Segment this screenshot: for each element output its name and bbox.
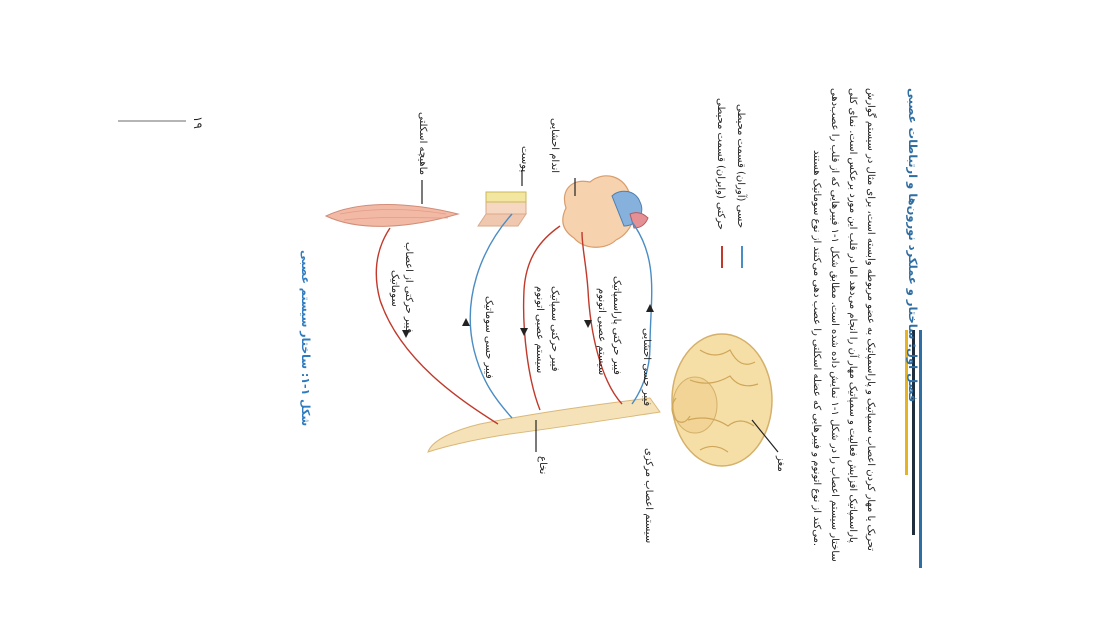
visceral-organ-label: اندام احشایی — [549, 118, 560, 174]
parasympathetic-motor-fiber-label: فیبر حرکتی پاراسمپاتیک — [611, 276, 622, 375]
visceral-sensory-fiber-label: فیبر حسی احشایی — [641, 328, 652, 407]
somatic-motor-fiber-label-line-1: فیبر حرکتی از اعصاب — [403, 242, 414, 334]
legend-sensory-label: حسی (آوران) قسمت محیطی — [735, 104, 746, 229]
parasympathetic-system-label: سیستم عصبی اتونوم — [596, 288, 607, 376]
somatic-motor-fiber-label-line-2: سوماتیک — [389, 270, 400, 307]
brain-label: مغز — [775, 456, 786, 472]
skeletal-muscle-icon — [326, 205, 458, 227]
legend-motor-label: حرکتی (وابران) قسمت محیطی — [715, 98, 726, 230]
skin-label: پوست — [519, 146, 530, 173]
spinal-cord-label: نخاع — [537, 456, 548, 475]
sympathetic-motor-fiber-label: فیبر حرکتی سمپاتیک — [549, 286, 560, 372]
figure-caption: شکل ۱-۱: ساختار سیستم عصبی — [299, 250, 312, 427]
paragraph-line-1: تحریک یا مهار کردن اعصاب سمپاتیک و پاراسمپاتیک به عضو مربوطه وابسته است، برای مثال در سیستم گوارش — [865, 88, 876, 551]
skin-icon — [478, 192, 526, 226]
brain-icon — [672, 334, 772, 466]
somatic-sensory-fiber-label: فیبر حسی سوماتیک — [483, 296, 494, 379]
sympathetic-system-label: سیستم عصبی اتونوم — [534, 286, 545, 374]
spinal-cord-shape — [428, 398, 660, 452]
arrow-visceral-sensory — [646, 304, 654, 312]
skeletal-muscle-label: ماهیچه اسکلتی — [417, 112, 428, 176]
arrow-sympathetic — [520, 328, 528, 336]
paragraph-line-4: می‌کند از نوع اتونوم و فیبرهایی که عضله اسکلتی را عصب دهی می‌کنند از نوع سوماتیک هستند. — [811, 150, 822, 547]
somatic-motor-fiber — [376, 228, 498, 424]
cns-label: سیستم اعصاب مرکزی — [643, 448, 654, 544]
paragraph-line-3: ساختار سیستم اعصاب را در شکل ۱-۱ نمایش داده شده است. مطابق شکل ۱-۱ فیبرهایی که از قلب را عصب‌دهی — [829, 88, 840, 562]
paragraph-line-2: پاراسمپاتیک افزایش فعالیت و سمپاتیک مهار آن را انجام می‌دهد اما در قلب این مورد برعکس است. نمای کلی — [847, 88, 858, 543]
arrow-somatic-sensory — [462, 318, 470, 326]
legend — [715, 98, 748, 268]
chapter-title: فصل اول: ساختار و عملکرد نورون‌ها و ارتباطات عصبی — [906, 88, 920, 403]
page-number: ۱۹ — [191, 116, 205, 129]
